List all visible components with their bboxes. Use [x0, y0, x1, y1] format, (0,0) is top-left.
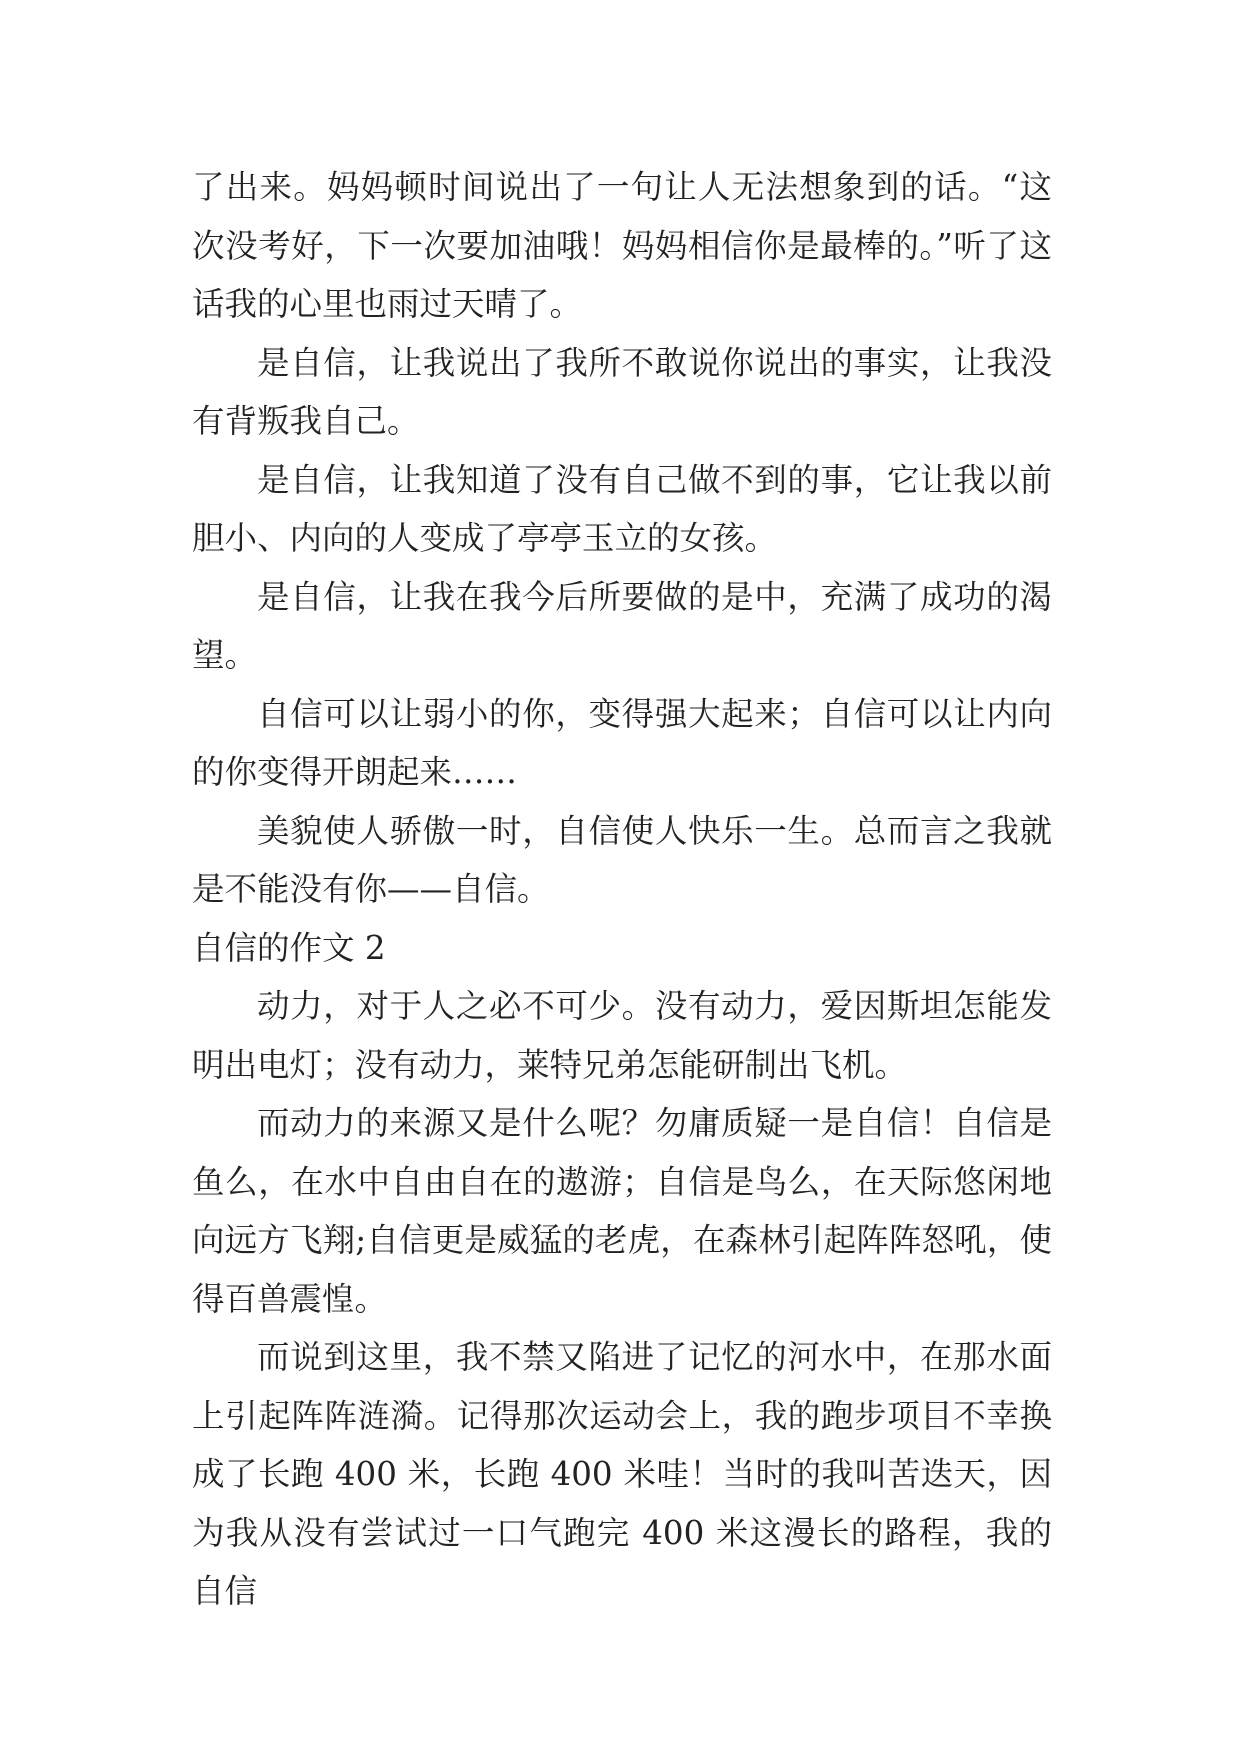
paragraph: 美貌使人骄傲一时，自信使人快乐一生。总而言之我就是不能没有你——自信。: [192, 811, 1052, 908]
paragraph: 是自信，让我说出了我所不敢说你说出的事实，让我没有背叛我自己。: [192, 343, 1052, 440]
paragraph: 自信可以让弱小的你，变得强大起来；自信可以让内向的你变得开朗起来……: [192, 694, 1052, 791]
essay-body: [192, 158, 1052, 1621]
paragraph: 是自信，让我在我今后所要做的是中，充满了成功的渴望。: [192, 577, 1052, 674]
paragraph: 动力，对于人之必不可少。没有动力，爱因斯坦怎能发明出电灯；没有动力，莱特兄弟怎能研制出飞机。: [192, 987, 1052, 1084]
paragraph: 而动力的来源又是什么呢？勿庸质疑一是自信！自信是鱼么，在水中自由自在的遨游；自信是鸟么，在天际悠闲地向远方飞翔;自信更是威猛的老虎，在森林引起阵阵怒吼，使得百兽震惶。: [192, 1104, 1052, 1318]
paragraph-continued: 了出来。妈妈顿时间说出了一句让人无法想象到的话。“这次没考好，下一次要加油哦！妈妈相信你是最棒的。”听了这话我的心里也雨过天晴了。: [192, 168, 1052, 323]
paragraph: 是自信，让我知道了没有自己做不到的事，它让我以前胆小、内向的人变成了亭亭玉立的女孩。: [192, 460, 1052, 557]
paragraph: 而说到这里，我不禁又陷进了记忆的河水中，在那水面上引起阵阵涟漪。记得那次运动会上，我的跑步项目不幸换成了长跑 400 米，长跑 400 米哇！当时的我叫苦迭天，因为我从没有尝试过一口气跑完 400 米这漫长的路程，我的自信: [192, 1338, 1052, 1610]
essay-heading: 自信的作文 2: [192, 928, 386, 967]
